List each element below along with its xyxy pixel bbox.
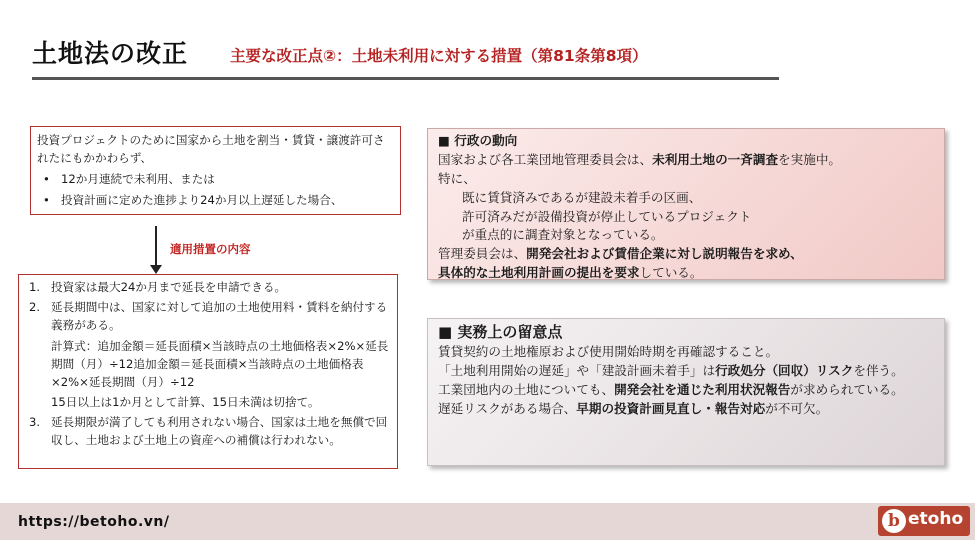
notes-heading: ■ 実務上の留意点 (438, 323, 563, 341)
betoho-logo (878, 506, 970, 536)
footer-link[interactable]: https://betoho.vn/ (18, 514, 170, 530)
measure-number: 3. (29, 414, 41, 429)
logo-mark-icon: b (882, 509, 906, 533)
admin-trends-panel (427, 128, 945, 280)
conditions-intro: 投資プロジェクトのために国家から土地を割当・賃貸・譲渡許可されたにもかかわらず、 (37, 133, 385, 165)
page-title: 土地法の改正 (32, 39, 189, 68)
measure-text: 延長期限が満了しても利用されない場合、国家は土地を無償で回収し、土地および土地上の資産への補償は行われない。 (51, 414, 388, 447)
formula-text: 計算式：追加金額＝延長面積×当該時点の土地価格表×2%×延長期間（月）÷12追加金額＝延長面積×当該時点の土地価格表×2%×延長期間（月）÷12 (51, 338, 389, 389)
measure-number: 2. (29, 299, 41, 314)
measure-text: 延長期間中は、国家に対して追加の土地使用料・賃料を納付する義務がある。 (51, 299, 388, 332)
arrow-head-icon (150, 265, 162, 274)
admin-line: 管理委員会は、開発会社および賃借企業に対し説明報告を求め、 (438, 246, 803, 262)
rounding-rule: 15日以上は1か月として計算、15日未満は切捨て。 (51, 394, 320, 409)
formula-block (51, 338, 389, 412)
conditions-list (37, 171, 394, 210)
page-subtitle: 主要な改正点②：土地未利用に対する措置（第81条第8項） (230, 47, 648, 65)
admin-heading: ■ 行政の動向 (438, 133, 518, 148)
measures-box (18, 274, 398, 469)
condition-item: • 12か月連続で未利用、または (37, 171, 394, 189)
measure-item (25, 414, 389, 450)
measures-list (25, 279, 389, 450)
measure-item (25, 299, 389, 412)
admin-line: 既に賃貸済みであるが建設未着手の区画、 (462, 189, 702, 205)
arrow-label: 適用措置の内容 (170, 242, 251, 256)
title-divider (32, 77, 779, 80)
footer-bar (0, 503, 975, 540)
practical-notes-panel (427, 318, 945, 466)
admin-line: 具体的な土地利用計画の提出を要求している。 (438, 265, 703, 281)
logo-text: etoho (908, 509, 964, 529)
notes-line: 工業団地内の土地についても、開発会社を通じた利用状況報告が求められている。 (438, 381, 904, 397)
notes-line: 「土地利用開始の遅延」や「建設計画未着手」は行政処分（回収）リスクを伴う。 (438, 362, 904, 378)
notes-line: 遅延リスクがある場合、早期の投資計画見直し・報告対応が不可欠。 (438, 400, 829, 416)
notes-line: 賃貸契約の土地権原および使用開始時期を再確認すること。 (438, 344, 779, 359)
down-arrow-icon (155, 226, 157, 268)
admin-line: が重点的に調査対象となっている。 (462, 227, 664, 243)
measure-text: 投資家は最大24か月まで延長を申請できる。 (51, 280, 287, 294)
admin-line: 特に、 (438, 170, 476, 186)
admin-line: 許可済みだが設備投資が停止しているプロジェクト (462, 208, 752, 224)
conditions-box (30, 126, 401, 215)
condition-item: • 投資計画に定めた進捗より24か月以上遅延した場合、 (37, 192, 394, 210)
measure-item (25, 279, 389, 297)
measure-number: 1. (29, 280, 41, 294)
admin-line: 国家および各工業団地管理委員会は、未利用土地の一斉調査を実施中。 (438, 151, 841, 167)
